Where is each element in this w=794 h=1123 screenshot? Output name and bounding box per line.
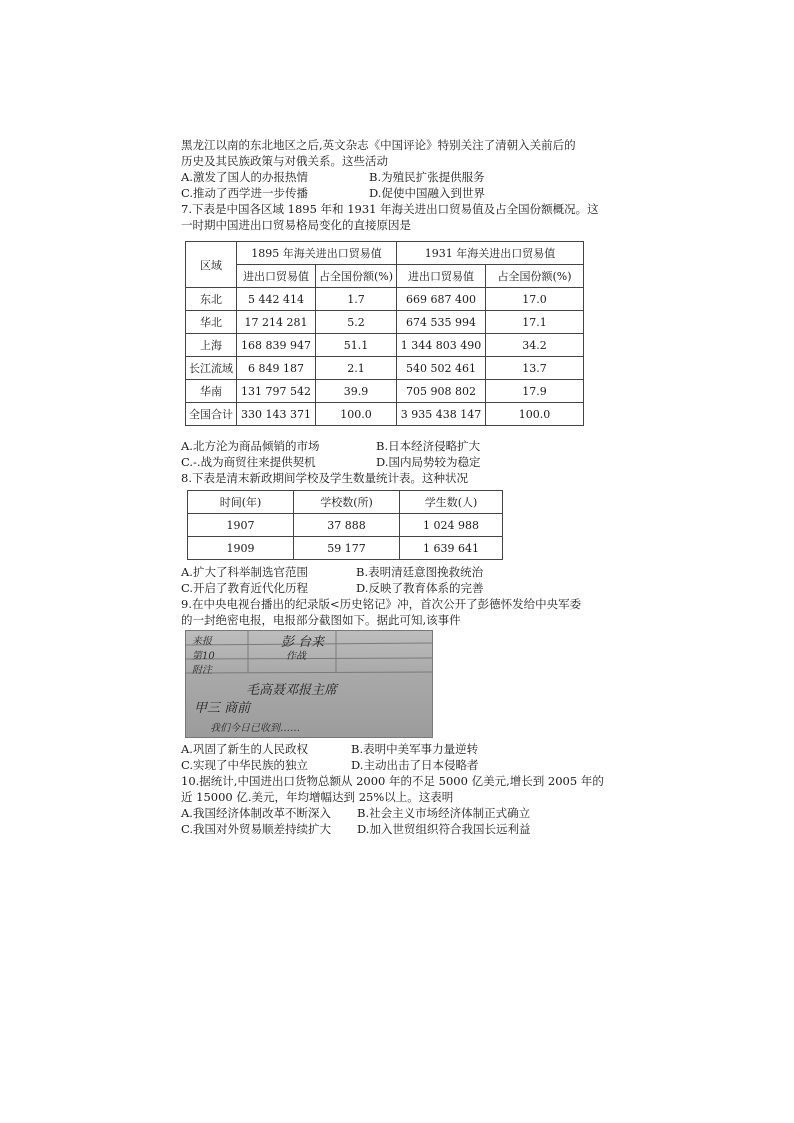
region-cell: 华北 xyxy=(186,311,237,334)
value-cell: 674 535 994 xyxy=(397,311,486,334)
table-row xyxy=(188,514,503,537)
q6-option-a[interactable]: A.激发了国人的办报热情 xyxy=(181,170,308,184)
q7-option-c[interactable]: C.-.战为商贸往来提供契机 xyxy=(181,455,316,469)
q8-header-year: 时间(年) xyxy=(188,491,294,514)
q6-option-d[interactable]: D.促使中国融入到世界 xyxy=(369,186,485,200)
value-cell: 3 935 438 147 xyxy=(397,403,486,426)
table-row xyxy=(186,403,584,426)
share-cell: 13.7 xyxy=(486,357,584,380)
q7-trade-table xyxy=(185,241,584,426)
value-cell: 6 849 187 xyxy=(237,357,316,380)
share-cell: 1.7 xyxy=(316,288,397,311)
q9-line-2: 的一封绝密电报，电报部分截图如下。据此可知,该事件 xyxy=(181,613,461,627)
share-cell: 2.1 xyxy=(316,357,397,380)
q7-sub-value-1895: 进出口贸易值 xyxy=(237,265,316,288)
q9-option-b[interactable]: B.表明中美军事力量逆转 xyxy=(351,742,479,756)
year-cell: 1907 xyxy=(188,514,294,537)
telegram-text: 来报 xyxy=(192,636,212,647)
value-cell: 1 344 803 490 xyxy=(397,334,486,357)
q9-option-c[interactable]: C.实现了中华民族的独立 xyxy=(181,758,309,772)
q7-line-1: 7.下表是中国各区域 1895 年和 1931 年海关进出口贸易值及占全国份额概况。这 xyxy=(181,202,599,216)
share-cell: 100.0 xyxy=(486,403,584,426)
region-cell: 全国合计 xyxy=(186,403,237,426)
q7-options-row-2 xyxy=(181,454,611,470)
q10-option-a[interactable]: A.我国经济体制改革不断深入 xyxy=(181,806,331,820)
q8-options-row-1 xyxy=(181,564,611,580)
telegram-text: 彭 台来 xyxy=(281,635,325,650)
students-cell: 1 639 641 xyxy=(400,537,503,560)
q10-options-row-2 xyxy=(181,821,611,837)
q7-region-header: 区域 xyxy=(186,242,237,288)
q7-sub-value-1931: 进出口贸易值 xyxy=(397,265,486,288)
value-cell: 17 214 281 xyxy=(237,311,316,334)
q8-option-c[interactable]: C.开启了教育近代化历程 xyxy=(181,581,309,595)
q6-line-2: 历史及其民族政策与对俄关系。这些活动 xyxy=(181,154,388,168)
q7-option-a[interactable]: A.北方沦为商品倾销的市场 xyxy=(181,439,320,453)
value-cell: 540 502 461 xyxy=(397,357,486,380)
q7-line-2: 一时期中国进出口贸易格局变化的直接原因是 xyxy=(181,218,411,232)
region-cell: 长江流域 xyxy=(186,357,237,380)
schools-cell: 37 888 xyxy=(294,514,400,537)
value-cell: 669 687 400 xyxy=(397,288,486,311)
students-cell: 1 024 988 xyxy=(400,514,503,537)
region-cell: 东北 xyxy=(186,288,237,311)
q10-option-d[interactable]: D.加入世贸组织符合我国长远利益 xyxy=(357,822,531,836)
q9-options-row-2 xyxy=(181,757,611,773)
share-cell: 5.2 xyxy=(316,311,397,334)
region-cell: 上海 xyxy=(186,334,237,357)
q7-group-1895-header: 1895 年海关进出口贸易值 xyxy=(237,242,397,265)
q7-option-b[interactable]: B.日本经济侵略扩大 xyxy=(376,439,481,453)
telegram-photo xyxy=(185,630,433,738)
telegram-text: 我们今日已收到…… xyxy=(210,723,300,734)
telegram-text: 作战 xyxy=(286,651,306,662)
telegram-text: 毛高聂邓报主席 xyxy=(246,683,338,698)
q8-school-table xyxy=(187,490,503,560)
value-cell: 5 442 414 xyxy=(237,288,316,311)
value-cell: 330 143 371 xyxy=(237,403,316,426)
table-row xyxy=(186,311,584,334)
telegram-text: 附注 xyxy=(192,665,212,676)
share-cell: 17.0 xyxy=(486,288,584,311)
q9-option-a[interactable]: A.巩固了新生的人民政权 xyxy=(181,742,308,756)
share-cell: 100.0 xyxy=(316,403,397,426)
share-cell: 17.1 xyxy=(486,311,584,334)
q10-option-b[interactable]: B.社会主义市场经济体制正式确立 xyxy=(357,806,531,820)
q8-header-schools: 学校数(所) xyxy=(294,491,400,514)
table-row xyxy=(188,537,503,560)
table-row xyxy=(186,380,584,403)
share-cell: 39.9 xyxy=(316,380,397,403)
q8-option-d[interactable]: D.反映了教育体系的完善 xyxy=(356,581,484,595)
share-cell: 34.2 xyxy=(486,334,584,357)
year-cell: 1909 xyxy=(188,537,294,560)
q8-line-1: 8.下表是清末新政期间学校及学生数量统计表。这种状况 xyxy=(181,471,468,485)
q6-option-b[interactable]: B.为殖民扩张提供服务 xyxy=(369,170,485,184)
value-cell: 131 797 542 xyxy=(237,380,316,403)
q9-options-row-1 xyxy=(181,741,611,757)
q8-option-b[interactable]: B.表明清廷意图挽救统治 xyxy=(356,565,484,579)
q10-line-1: 10.据统计,中国进出口货物总额从 2000 年的不足 5000 亿美元,增长到 2005 年的 xyxy=(181,774,604,788)
q6-options-row-1 xyxy=(181,169,611,185)
q7-sub-share-1931: 占全国份额(%) xyxy=(486,265,584,288)
q10-options-row-1 xyxy=(181,805,611,821)
q10-option-c[interactable]: C.我国对外贸易顺差持续扩大 xyxy=(181,822,332,836)
q6-line-1: 黑龙江以南的东北地区之后,英文杂志《中国评论》特别关注了清朝入关前后的 xyxy=(181,138,576,152)
telegram-text: 甲三 商前 xyxy=(194,701,251,716)
share-cell: 17.9 xyxy=(486,380,584,403)
q7-sub-share-1895: 占全国份额(%) xyxy=(316,265,397,288)
q6-options-row-2 xyxy=(181,185,611,201)
q6-option-c[interactable]: C.推动了西学进一步传播 xyxy=(181,186,309,200)
q7-options-row-1 xyxy=(181,438,611,454)
schools-cell: 59 177 xyxy=(294,537,400,560)
q8-options-row-2 xyxy=(181,580,611,596)
q7-option-d[interactable]: D.国内局势较为稳定 xyxy=(376,455,481,469)
telegram-text: 第10 xyxy=(192,651,215,662)
q10-line-2: 近 15000 亿.美元，年均增幅达到 25%以上。这表明 xyxy=(181,790,454,804)
table-row xyxy=(186,357,584,380)
table-row xyxy=(186,288,584,311)
table-row xyxy=(186,334,584,357)
share-cell: 51.1 xyxy=(316,334,397,357)
value-cell: 168 839 947 xyxy=(237,334,316,357)
q8-header-students: 学生数(人) xyxy=(400,491,503,514)
q9-option-d[interactable]: D.主动出击了日本侵略者 xyxy=(351,758,479,772)
q7-group-1931-header: 1931 年海关进出口贸易值 xyxy=(397,242,584,265)
q9-line-1: 9.在中央电视台播出的纪录版<历史铭记》冲，首次公开了彭德怀发给中央军委 xyxy=(181,597,582,611)
value-cell: 705 908 802 xyxy=(397,380,486,403)
region-cell: 华南 xyxy=(186,380,237,403)
q8-option-a[interactable]: A.扩大了科举制选官范围 xyxy=(181,565,308,579)
